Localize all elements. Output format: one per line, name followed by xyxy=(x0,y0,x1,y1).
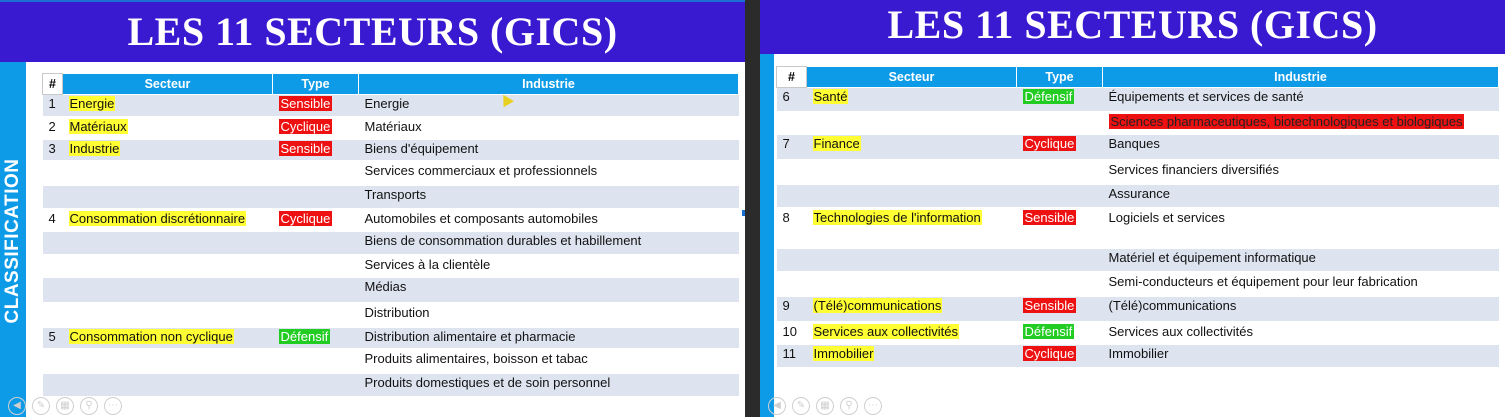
sector-cell xyxy=(63,349,273,373)
industry-name: Assurance xyxy=(1108,185,1170,201)
industry-cell xyxy=(1103,160,1499,184)
sector-cell xyxy=(807,296,1017,322)
sector-name: Consommation discrétionnaire xyxy=(69,210,246,226)
row-number xyxy=(777,184,807,208)
type-cell xyxy=(1017,208,1103,248)
type-badge: Sensible xyxy=(1024,297,1075,313)
type-cell xyxy=(1017,112,1103,134)
industry-cell xyxy=(359,327,739,349)
sector-name: Consommation non cyclique xyxy=(69,328,233,344)
sector-cell xyxy=(63,95,273,117)
industry-name: Distribution alimentaire et pharmacie xyxy=(364,328,576,344)
industry-name: (Télé)communications xyxy=(1108,297,1237,313)
sector-cell xyxy=(63,255,273,277)
row-number: 9 xyxy=(777,296,807,322)
row-number: 1 xyxy=(43,95,63,117)
type-cell xyxy=(1017,272,1103,296)
industry-name: Automobiles et composants automobiles xyxy=(364,210,598,226)
back-icon[interactable]: ◀ xyxy=(768,397,786,415)
row-number: 3 xyxy=(43,139,63,161)
industry-name: Services aux collectivités xyxy=(1108,323,1253,339)
type-cell xyxy=(273,209,359,231)
sector-cell xyxy=(807,88,1017,112)
table-row xyxy=(43,231,739,255)
industry-cell xyxy=(1103,296,1499,322)
back-icon[interactable]: ◀ xyxy=(8,397,26,415)
header-industry: Industrie xyxy=(359,74,739,95)
industry-cell xyxy=(359,255,739,277)
type-cell xyxy=(1017,322,1103,344)
industry-cell xyxy=(1103,184,1499,208)
header-type: Type xyxy=(1017,67,1103,88)
type-cell xyxy=(273,327,359,349)
industry-name: Produits alimentaires, boisson et tabac xyxy=(364,350,588,366)
industry-name: Biens de consommation durables et habillement xyxy=(364,232,642,248)
header-industry: Industrie xyxy=(1103,67,1499,88)
sector-name: Santé xyxy=(813,89,848,104)
type-badge: Sensible xyxy=(280,140,331,156)
slideshow-toolbar xyxy=(768,397,882,415)
industry-name: Services commerciaux et professionnels xyxy=(364,162,598,178)
industry-name: Semi-conducteurs et équipement pour leur fabrication xyxy=(1108,273,1418,289)
row-number xyxy=(43,185,63,209)
industry-cell xyxy=(1103,344,1499,368)
type-cell xyxy=(1017,134,1103,160)
table-row xyxy=(777,272,1499,296)
industry-cell xyxy=(359,349,739,373)
industry-name: Matériaux xyxy=(364,118,422,134)
sector-name: Services aux collectivités xyxy=(813,323,958,339)
type-cell xyxy=(1017,344,1103,368)
sector-cell xyxy=(807,344,1017,368)
row-number xyxy=(43,255,63,277)
industry-name: Energie xyxy=(364,96,410,111)
table-header-row xyxy=(777,67,1499,88)
slide-divider xyxy=(745,0,760,417)
table-header-row xyxy=(43,74,739,95)
type-cell xyxy=(1017,296,1103,322)
sector-cell xyxy=(63,185,273,209)
sector-cell xyxy=(63,373,273,397)
row-number xyxy=(43,373,63,397)
row-number: 6 xyxy=(777,88,807,112)
industry-cell xyxy=(1103,134,1499,160)
industry-cell xyxy=(359,185,739,209)
sector-name: Technologies de l'information xyxy=(813,209,981,225)
type-cell xyxy=(1017,160,1103,184)
industry-cell xyxy=(1103,208,1499,248)
industry-cell xyxy=(359,303,739,327)
type-cell xyxy=(1017,248,1103,272)
slide-left xyxy=(0,0,745,417)
sector-cell xyxy=(63,209,273,231)
industry-cell xyxy=(359,117,739,139)
type-cell xyxy=(273,277,359,303)
row-number xyxy=(777,160,807,184)
industry-name: Distribution xyxy=(364,304,430,320)
header-num: # xyxy=(43,74,63,95)
type-cell xyxy=(273,349,359,373)
industry-cell xyxy=(359,209,739,231)
industry-cell xyxy=(1103,88,1499,112)
industry-cell xyxy=(359,277,739,303)
row-number xyxy=(777,112,807,134)
type-badge: Défensif xyxy=(280,328,329,344)
type-badge: Défensif xyxy=(1024,323,1073,339)
table-row xyxy=(43,139,739,161)
type-cell xyxy=(273,117,359,139)
sector-cell xyxy=(63,161,273,185)
side-strip xyxy=(0,62,26,417)
industry-name: Banques xyxy=(1108,135,1160,151)
header-sector: Secteur xyxy=(807,67,1017,88)
industry-name: Immobilier xyxy=(1108,345,1169,361)
side-strip xyxy=(760,54,774,417)
industry-name: Matériel et équipement informatique xyxy=(1108,249,1316,265)
table-row xyxy=(777,344,1499,368)
row-number xyxy=(777,248,807,272)
table-row xyxy=(777,184,1499,208)
type-cell xyxy=(273,139,359,161)
more-icon[interactable]: ⋯ xyxy=(104,397,122,415)
table-row xyxy=(43,327,739,349)
header-num: # xyxy=(777,67,807,88)
sector-cell xyxy=(63,231,273,255)
side-label: CLASSIFICATION xyxy=(2,158,23,323)
industry-name: Sciences pharmaceutiques, biotechnologiques et biologiques xyxy=(1110,113,1463,129)
industry-cell xyxy=(359,373,739,397)
sector-name: Energie xyxy=(69,96,115,111)
row-number: 7 xyxy=(777,134,807,160)
sector-name: Finance xyxy=(813,135,860,151)
zoom-icon[interactable]: ⚲ xyxy=(840,397,858,415)
row-number: 10 xyxy=(777,322,807,344)
table-row xyxy=(777,112,1499,134)
sector-cell xyxy=(807,160,1017,184)
type-cell xyxy=(273,231,359,255)
industry-cell xyxy=(1103,248,1499,272)
industry-cell xyxy=(1103,112,1499,134)
table-row xyxy=(43,255,739,277)
sector-cell xyxy=(63,139,273,161)
type-badge: Cyclique xyxy=(280,118,331,134)
type-badge: Cyclique xyxy=(280,210,331,226)
sector-cell xyxy=(63,277,273,303)
table-row xyxy=(777,134,1499,160)
industry-name: Équipements et services de santé xyxy=(1108,89,1304,104)
table-row xyxy=(777,322,1499,344)
industry-cell xyxy=(359,95,739,117)
zoom-icon[interactable]: ⚲ xyxy=(80,397,98,415)
table-row xyxy=(43,185,739,209)
table-row xyxy=(43,277,739,303)
slideshow-toolbar xyxy=(8,397,122,415)
table-row xyxy=(777,88,1499,112)
table-row xyxy=(777,296,1499,322)
slides-icon[interactable]: ▦ xyxy=(816,397,834,415)
slide-title: LES 11 SECTEURS (GICS) xyxy=(760,0,1505,54)
row-number: 8 xyxy=(777,208,807,248)
table-row xyxy=(43,349,739,373)
type-cell xyxy=(273,161,359,185)
sectors-table-right xyxy=(776,66,1499,369)
type-badge: Cyclique xyxy=(1024,135,1075,151)
sector-cell xyxy=(63,303,273,327)
sector-cell xyxy=(807,134,1017,160)
type-cell xyxy=(1017,184,1103,208)
industry-cell xyxy=(359,231,739,255)
industry-name: Médias xyxy=(364,278,407,294)
sector-cell xyxy=(807,322,1017,344)
sector-cell xyxy=(807,208,1017,248)
pen-icon[interactable]: ✎ xyxy=(32,397,50,415)
type-badge: Sensible xyxy=(1024,209,1075,225)
sector-name: Immobilier xyxy=(813,345,874,361)
sector-cell xyxy=(807,184,1017,208)
sectors-table-left xyxy=(42,73,739,398)
table-row xyxy=(777,208,1499,248)
more-icon[interactable]: ⋯ xyxy=(864,397,882,415)
type-cell xyxy=(273,185,359,209)
industry-name: Services financiers diversifiés xyxy=(1108,161,1280,177)
sector-cell xyxy=(807,272,1017,296)
header-sector: Secteur xyxy=(63,74,273,95)
row-number xyxy=(777,272,807,296)
sector-name: Industrie xyxy=(69,140,120,156)
table-row xyxy=(43,95,739,117)
industry-name: Transports xyxy=(364,186,427,202)
sector-name: (Télé)communications xyxy=(813,297,942,313)
type-badge: Sensible xyxy=(280,96,331,111)
industry-cell xyxy=(359,139,739,161)
row-number: 2 xyxy=(43,117,63,139)
type-badge: Défensif xyxy=(1024,89,1073,104)
industry-cell xyxy=(1103,322,1499,344)
industry-cell xyxy=(359,161,739,185)
row-number xyxy=(43,349,63,373)
header-type: Type xyxy=(273,74,359,95)
row-number xyxy=(43,161,63,185)
sector-cell xyxy=(63,327,273,349)
table-row xyxy=(43,209,739,231)
table-row xyxy=(777,160,1499,184)
sector-cell xyxy=(807,112,1017,134)
industry-name: Produits domestiques et de soin personnel xyxy=(364,374,611,390)
type-cell xyxy=(1017,88,1103,112)
pen-icon[interactable]: ✎ xyxy=(792,397,810,415)
table-row xyxy=(777,248,1499,272)
industry-name: Logiciels et services xyxy=(1108,209,1225,225)
industry-name: Biens d'équipement xyxy=(364,140,479,156)
row-number xyxy=(43,231,63,255)
type-cell xyxy=(273,255,359,277)
type-cell xyxy=(273,95,359,117)
table-row xyxy=(43,373,739,397)
table-row xyxy=(43,161,739,185)
type-cell xyxy=(273,373,359,397)
table-row xyxy=(43,303,739,327)
sector-cell xyxy=(807,248,1017,272)
industry-name: Services à la clientèle xyxy=(364,256,491,272)
type-cell xyxy=(273,303,359,327)
slide-title: LES 11 SECTEURS (GICS) xyxy=(0,2,745,62)
row-number xyxy=(43,303,63,327)
sector-cell xyxy=(63,117,273,139)
table-row xyxy=(43,117,739,139)
industry-cell xyxy=(1103,272,1499,296)
sector-name: Matériaux xyxy=(69,118,127,134)
slides-icon[interactable]: ▦ xyxy=(56,397,74,415)
type-badge: Cyclique xyxy=(1024,345,1075,361)
row-number: 5 xyxy=(43,327,63,349)
row-number: 11 xyxy=(777,344,807,368)
row-number: 4 xyxy=(43,209,63,231)
row-number xyxy=(43,277,63,303)
